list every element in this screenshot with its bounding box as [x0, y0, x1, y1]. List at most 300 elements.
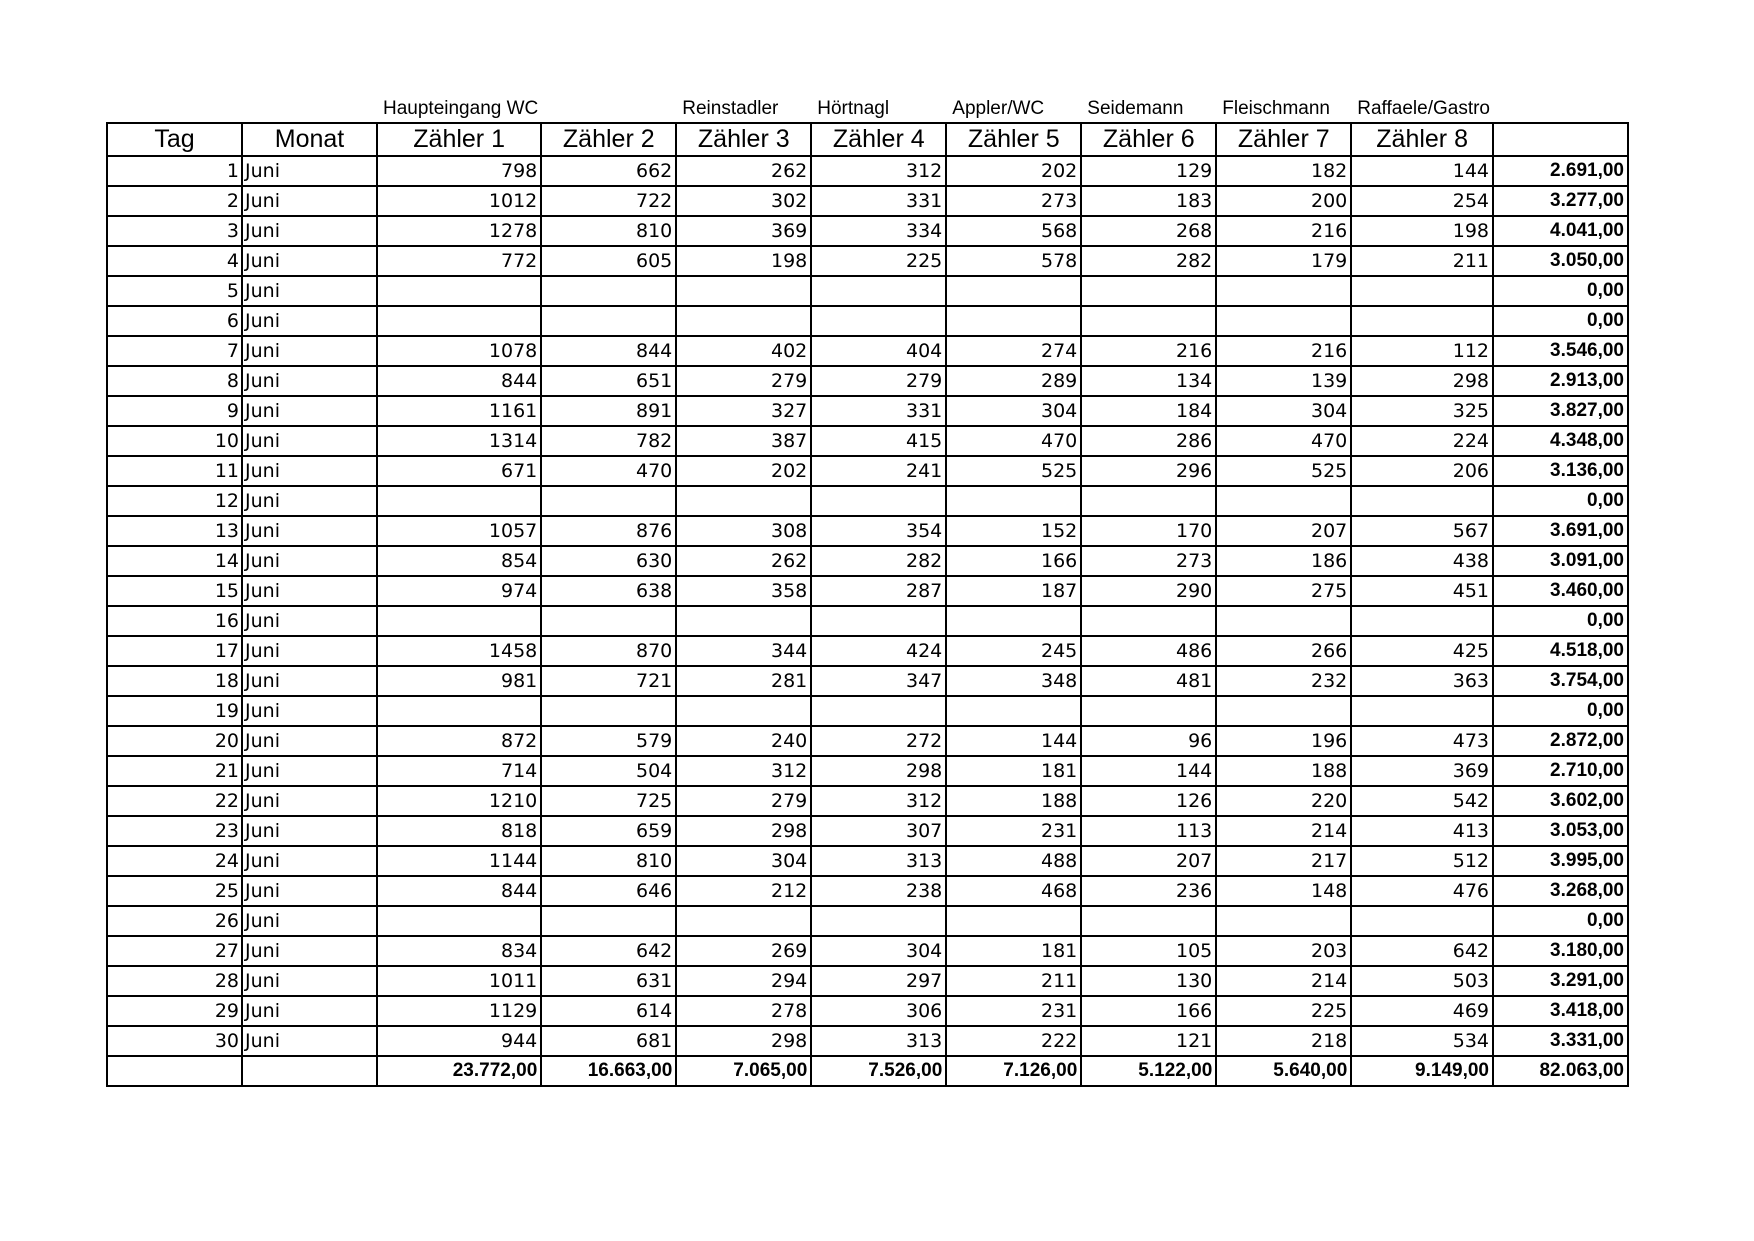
counter-value-cell[interactable]: 568 — [946, 216, 1081, 246]
total-cell[interactable]: 5.640,00 — [1216, 1056, 1351, 1086]
counter-value-cell[interactable]: 844 — [541, 336, 676, 366]
counter-value-cell[interactable]: 294 — [676, 966, 811, 996]
month-cell[interactable]: Juni — [242, 276, 377, 306]
counter-value-cell[interactable] — [1351, 486, 1493, 516]
counter-value-cell[interactable]: 232 — [1216, 666, 1351, 696]
counter-value-cell[interactable]: 279 — [676, 786, 811, 816]
day-cell[interactable]: 23 — [107, 816, 242, 846]
counter-value-cell[interactable]: 231 — [946, 996, 1081, 1026]
counter-value-cell[interactable]: 503 — [1351, 966, 1493, 996]
counter-value-cell[interactable]: 347 — [811, 666, 946, 696]
counter-value-cell[interactable]: 630 — [541, 546, 676, 576]
day-cell[interactable]: 15 — [107, 576, 242, 606]
counter-value-cell[interactable]: 631 — [541, 966, 676, 996]
counter-value-cell[interactable] — [377, 906, 541, 936]
counter-value-cell[interactable]: 134 — [1081, 366, 1216, 396]
row-sum-cell[interactable]: 3.050,00 — [1493, 246, 1628, 276]
counter-value-cell[interactable]: 567 — [1351, 516, 1493, 546]
day-cell[interactable]: 19 — [107, 696, 242, 726]
counter-value-cell[interactable]: 206 — [1351, 456, 1493, 486]
counter-value-cell[interactable]: 1458 — [377, 636, 541, 666]
counter-value-cell[interactable]: 275 — [1216, 576, 1351, 606]
counter-value-cell[interactable] — [541, 276, 676, 306]
counter-value-cell[interactable] — [1081, 606, 1216, 636]
counter-value-cell[interactable]: 312 — [811, 156, 946, 186]
counter-value-cell[interactable]: 312 — [676, 756, 811, 786]
counter-value-cell[interactable]: 1161 — [377, 396, 541, 426]
row-sum-cell[interactable]: 4.518,00 — [1493, 636, 1628, 666]
counter-value-cell[interactable]: 363 — [1351, 666, 1493, 696]
day-cell[interactable]: 17 — [107, 636, 242, 666]
counter-value-cell[interactable] — [541, 906, 676, 936]
month-cell[interactable]: Juni — [242, 516, 377, 546]
row-sum-cell[interactable]: 0,00 — [1493, 276, 1628, 306]
counter-value-cell[interactable]: 470 — [1216, 426, 1351, 456]
counter-value-cell[interactable]: 262 — [676, 156, 811, 186]
counter-value-cell[interactable]: 1011 — [377, 966, 541, 996]
day-cell[interactable]: 4 — [107, 246, 242, 276]
counter-value-cell[interactable]: 272 — [811, 726, 946, 756]
total-cell[interactable]: 7.126,00 — [946, 1056, 1081, 1086]
counter-value-cell[interactable]: 224 — [1351, 426, 1493, 456]
counter-value-cell[interactable]: 282 — [1081, 246, 1216, 276]
row-sum-cell[interactable]: 3.091,00 — [1493, 546, 1628, 576]
counter-value-cell[interactable]: 198 — [676, 246, 811, 276]
counter-value-cell[interactable]: 481 — [1081, 666, 1216, 696]
row-sum-cell[interactable]: 3.546,00 — [1493, 336, 1628, 366]
counter-value-cell[interactable]: 818 — [377, 816, 541, 846]
counter-value-cell[interactable]: 306 — [811, 996, 946, 1026]
column-header[interactable]: Monat — [242, 123, 377, 156]
counter-value-cell[interactable]: 214 — [1216, 966, 1351, 996]
counter-value-cell[interactable]: 184 — [1081, 396, 1216, 426]
column-header[interactable]: Zähler 7 — [1216, 123, 1351, 156]
counter-value-cell[interactable]: 144 — [1351, 156, 1493, 186]
counter-value-cell[interactable]: 203 — [1216, 936, 1351, 966]
counter-value-cell[interactable] — [811, 276, 946, 306]
counter-value-cell[interactable]: 188 — [946, 786, 1081, 816]
row-sum-cell[interactable]: 3.827,00 — [1493, 396, 1628, 426]
counter-value-cell[interactable]: 187 — [946, 576, 1081, 606]
counter-value-cell[interactable]: 1078 — [377, 336, 541, 366]
day-cell[interactable]: 20 — [107, 726, 242, 756]
month-cell[interactable]: Juni — [242, 816, 377, 846]
counter-value-cell[interactable]: 302 — [676, 186, 811, 216]
column-header[interactable]: Zähler 3 — [676, 123, 811, 156]
counter-value-cell[interactable]: 166 — [1081, 996, 1216, 1026]
counter-value-cell[interactable] — [1216, 906, 1351, 936]
counter-value-cell[interactable]: 236 — [1081, 876, 1216, 906]
counter-value-cell[interactable]: 876 — [541, 516, 676, 546]
counter-value-cell[interactable]: 166 — [946, 546, 1081, 576]
counter-value-cell[interactable]: 304 — [946, 396, 1081, 426]
day-cell[interactable]: 12 — [107, 486, 242, 516]
month-cell[interactable]: Juni — [242, 906, 377, 936]
counter-value-cell[interactable] — [377, 276, 541, 306]
counter-value-cell[interactable]: 798 — [377, 156, 541, 186]
counter-value-cell[interactable] — [1081, 276, 1216, 306]
counter-value-cell[interactable]: 308 — [676, 516, 811, 546]
counter-value-cell[interactable]: 387 — [676, 426, 811, 456]
counter-value-cell[interactable]: 1278 — [377, 216, 541, 246]
counter-value-cell[interactable]: 486 — [1081, 636, 1216, 666]
counter-value-cell[interactable] — [1081, 486, 1216, 516]
counter-value-cell[interactable]: 476 — [1351, 876, 1493, 906]
counter-value-cell[interactable]: 870 — [541, 636, 676, 666]
row-sum-cell[interactable]: 3.136,00 — [1493, 456, 1628, 486]
counter-value-cell[interactable] — [1216, 276, 1351, 306]
counter-value-cell[interactable]: 281 — [676, 666, 811, 696]
counter-value-cell[interactable] — [1351, 696, 1493, 726]
counter-value-cell[interactable]: 325 — [1351, 396, 1493, 426]
day-cell[interactable]: 21 — [107, 756, 242, 786]
counter-value-cell[interactable]: 129 — [1081, 156, 1216, 186]
total-cell[interactable]: 9.149,00 — [1351, 1056, 1493, 1086]
counter-value-cell[interactable]: 130 — [1081, 966, 1216, 996]
row-sum-cell[interactable]: 2.691,00 — [1493, 156, 1628, 186]
row-sum-cell[interactable]: 3.180,00 — [1493, 936, 1628, 966]
row-sum-cell[interactable]: 3.053,00 — [1493, 816, 1628, 846]
counter-value-cell[interactable]: 358 — [676, 576, 811, 606]
row-sum-cell[interactable]: 4.348,00 — [1493, 426, 1628, 456]
day-cell[interactable]: 3 — [107, 216, 242, 246]
counter-value-cell[interactable]: 334 — [811, 216, 946, 246]
counter-value-cell[interactable]: 304 — [811, 936, 946, 966]
counter-value-cell[interactable]: 112 — [1351, 336, 1493, 366]
counter-value-cell[interactable] — [676, 486, 811, 516]
counter-value-cell[interactable]: 974 — [377, 576, 541, 606]
total-cell[interactable]: 7.526,00 — [811, 1056, 946, 1086]
month-cell[interactable]: Juni — [242, 936, 377, 966]
counter-value-cell[interactable]: 269 — [676, 936, 811, 966]
row-sum-cell[interactable]: 3.691,00 — [1493, 516, 1628, 546]
counter-value-cell[interactable] — [1216, 696, 1351, 726]
column-header[interactable]: Zähler 2 — [541, 123, 676, 156]
month-cell[interactable]: Juni — [242, 396, 377, 426]
counter-value-cell[interactable]: 313 — [811, 846, 946, 876]
counter-value-cell[interactable]: 179 — [1216, 246, 1351, 276]
month-cell[interactable]: Juni — [242, 756, 377, 786]
month-cell[interactable]: Juni — [242, 696, 377, 726]
day-cell[interactable]: 26 — [107, 906, 242, 936]
counter-value-cell[interactable] — [377, 486, 541, 516]
counter-value-cell[interactable]: 525 — [946, 456, 1081, 486]
counter-value-cell[interactable] — [946, 306, 1081, 336]
counter-value-cell[interactable] — [1216, 306, 1351, 336]
counter-value-cell[interactable]: 344 — [676, 636, 811, 666]
row-sum-cell[interactable]: 3.995,00 — [1493, 846, 1628, 876]
month-cell[interactable]: Juni — [242, 546, 377, 576]
month-cell[interactable]: Juni — [242, 156, 377, 186]
counter-value-cell[interactable]: 312 — [811, 786, 946, 816]
counter-value-cell[interactable]: 714 — [377, 756, 541, 786]
counter-value-cell[interactable]: 240 — [676, 726, 811, 756]
month-cell[interactable]: Juni — [242, 186, 377, 216]
counter-value-cell[interactable] — [811, 606, 946, 636]
counter-value-cell[interactable] — [1351, 276, 1493, 306]
counter-value-cell[interactable]: 144 — [946, 726, 1081, 756]
month-cell[interactable]: Juni — [242, 846, 377, 876]
counter-value-cell[interactable] — [1216, 486, 1351, 516]
month-cell[interactable]: Juni — [242, 366, 377, 396]
counter-value-cell[interactable]: 451 — [1351, 576, 1493, 606]
counter-value-cell[interactable]: 646 — [541, 876, 676, 906]
counter-value-cell[interactable]: 286 — [1081, 426, 1216, 456]
counter-value-cell[interactable]: 1210 — [377, 786, 541, 816]
counter-value-cell[interactable]: 642 — [1351, 936, 1493, 966]
counter-value-cell[interactable]: 578 — [946, 246, 1081, 276]
row-sum-cell[interactable]: 3.418,00 — [1493, 996, 1628, 1026]
counter-value-cell[interactable]: 126 — [1081, 786, 1216, 816]
counter-value-cell[interactable]: 289 — [946, 366, 1081, 396]
row-sum-cell[interactable]: 3.291,00 — [1493, 966, 1628, 996]
counter-value-cell[interactable]: 217 — [1216, 846, 1351, 876]
counter-value-cell[interactable]: 266 — [1216, 636, 1351, 666]
counter-value-cell[interactable]: 296 — [1081, 456, 1216, 486]
row-sum-cell[interactable]: 0,00 — [1493, 606, 1628, 636]
counter-value-cell[interactable]: 725 — [541, 786, 676, 816]
counter-value-cell[interactable] — [1351, 306, 1493, 336]
day-cell[interactable]: 16 — [107, 606, 242, 636]
row-sum-cell[interactable]: 2.913,00 — [1493, 366, 1628, 396]
column-header[interactable]: Zähler 4 — [811, 123, 946, 156]
counter-value-cell[interactable]: 642 — [541, 936, 676, 966]
counter-value-cell[interactable]: 198 — [1351, 216, 1493, 246]
counter-value-cell[interactable]: 331 — [811, 396, 946, 426]
day-cell[interactable]: 30 — [107, 1026, 242, 1056]
counter-value-cell[interactable]: 638 — [541, 576, 676, 606]
row-sum-cell[interactable]: 0,00 — [1493, 696, 1628, 726]
counter-value-cell[interactable]: 1057 — [377, 516, 541, 546]
counter-value-cell[interactable] — [541, 486, 676, 516]
counter-value-cell[interactable]: 404 — [811, 336, 946, 366]
day-cell[interactable]: 22 — [107, 786, 242, 816]
row-sum-cell[interactable]: 0,00 — [1493, 306, 1628, 336]
counter-value-cell[interactable]: 186 — [1216, 546, 1351, 576]
counter-value-cell[interactable]: 214 — [1216, 816, 1351, 846]
counter-value-cell[interactable] — [1081, 696, 1216, 726]
counter-value-cell[interactable] — [377, 696, 541, 726]
counter-value-cell[interactable]: 307 — [811, 816, 946, 846]
row-sum-cell[interactable]: 3.602,00 — [1493, 786, 1628, 816]
day-cell[interactable]: 6 — [107, 306, 242, 336]
day-cell[interactable]: 9 — [107, 396, 242, 426]
month-cell[interactable]: Juni — [242, 636, 377, 666]
counter-value-cell[interactable]: 268 — [1081, 216, 1216, 246]
counter-value-cell[interactable]: 290 — [1081, 576, 1216, 606]
counter-value-cell[interactable]: 413 — [1351, 816, 1493, 846]
counter-value-cell[interactable]: 1129 — [377, 996, 541, 1026]
counter-value-cell[interactable]: 254 — [1351, 186, 1493, 216]
counter-value-cell[interactable] — [541, 306, 676, 336]
counter-value-cell[interactable]: 212 — [676, 876, 811, 906]
counter-value-cell[interactable]: 96 — [1081, 726, 1216, 756]
counter-value-cell[interactable]: 274 — [946, 336, 1081, 366]
counter-value-cell[interactable]: 834 — [377, 936, 541, 966]
counter-value-cell[interactable]: 469 — [1351, 996, 1493, 1026]
counter-value-cell[interactable] — [946, 696, 1081, 726]
day-cell[interactable]: 7 — [107, 336, 242, 366]
month-cell[interactable]: Juni — [242, 486, 377, 516]
counter-value-cell[interactable]: 1012 — [377, 186, 541, 216]
counter-value-cell[interactable]: 327 — [676, 396, 811, 426]
counter-value-cell[interactable]: 470 — [946, 426, 1081, 456]
month-cell[interactable]: Juni — [242, 246, 377, 276]
counter-value-cell[interactable] — [676, 276, 811, 306]
column-header[interactable]: Zähler 6 — [1081, 123, 1216, 156]
counter-value-cell[interactable]: 188 — [1216, 756, 1351, 786]
total-cell[interactable]: 7.065,00 — [676, 1056, 811, 1086]
counter-value-cell[interactable]: 424 — [811, 636, 946, 666]
counter-value-cell[interactable] — [811, 696, 946, 726]
counter-value-cell[interactable]: 534 — [1351, 1026, 1493, 1056]
counter-value-cell[interactable]: 298 — [811, 756, 946, 786]
counter-value-cell[interactable]: 241 — [811, 456, 946, 486]
counter-value-cell[interactable]: 844 — [377, 876, 541, 906]
total-cell[interactable]: 5.122,00 — [1081, 1056, 1216, 1086]
total-cell[interactable]: 82.063,00 — [1493, 1056, 1628, 1086]
counter-value-cell[interactable]: 181 — [946, 936, 1081, 966]
counter-value-cell[interactable]: 468 — [946, 876, 1081, 906]
counter-value-cell[interactable]: 772 — [377, 246, 541, 276]
counter-value-cell[interactable] — [541, 606, 676, 636]
counter-value-cell[interactable]: 844 — [377, 366, 541, 396]
counter-value-cell[interactable]: 944 — [377, 1026, 541, 1056]
counter-value-cell[interactable] — [946, 606, 1081, 636]
counter-value-cell[interactable]: 225 — [811, 246, 946, 276]
counter-value-cell[interactable]: 282 — [811, 546, 946, 576]
counter-value-cell[interactable] — [1216, 606, 1351, 636]
counter-value-cell[interactable]: 331 — [811, 186, 946, 216]
counter-value-cell[interactable]: 279 — [676, 366, 811, 396]
total-cell[interactable]: 23.772,00 — [377, 1056, 541, 1086]
counter-value-cell[interactable]: 211 — [946, 966, 1081, 996]
counter-value-cell[interactable] — [946, 906, 1081, 936]
day-cell[interactable]: 25 — [107, 876, 242, 906]
counter-value-cell[interactable] — [1081, 906, 1216, 936]
row-sum-cell[interactable]: 0,00 — [1493, 486, 1628, 516]
month-cell[interactable]: Juni — [242, 576, 377, 606]
counter-value-cell[interactable]: 425 — [1351, 636, 1493, 666]
counter-value-cell[interactable] — [676, 306, 811, 336]
counter-value-cell[interactable]: 369 — [1351, 756, 1493, 786]
counter-value-cell[interactable]: 207 — [1081, 846, 1216, 876]
counter-value-cell[interactable]: 182 — [1216, 156, 1351, 186]
counter-value-cell[interactable]: 614 — [541, 996, 676, 1026]
counter-value-cell[interactable]: 113 — [1081, 816, 1216, 846]
row-sum-cell[interactable]: 3.754,00 — [1493, 666, 1628, 696]
counter-value-cell[interactable]: 981 — [377, 666, 541, 696]
counter-value-cell[interactable]: 473 — [1351, 726, 1493, 756]
column-header[interactable]: Zähler 1 — [377, 123, 541, 156]
total-cell[interactable]: 16.663,00 — [541, 1056, 676, 1086]
counter-value-cell[interactable]: 659 — [541, 816, 676, 846]
counter-value-cell[interactable]: 139 — [1216, 366, 1351, 396]
row-sum-cell[interactable]: 3.268,00 — [1493, 876, 1628, 906]
counter-value-cell[interactable]: 287 — [811, 576, 946, 606]
counter-value-cell[interactable]: 216 — [1216, 216, 1351, 246]
counter-value-cell[interactable]: 313 — [811, 1026, 946, 1056]
counter-value-cell[interactable]: 525 — [1216, 456, 1351, 486]
day-cell[interactable]: 27 — [107, 936, 242, 966]
counter-value-cell[interactable]: 200 — [1216, 186, 1351, 216]
counter-value-cell[interactable]: 1144 — [377, 846, 541, 876]
counter-value-cell[interactable] — [811, 486, 946, 516]
column-header[interactable]: Tag — [107, 123, 242, 156]
counter-value-cell[interactable] — [811, 306, 946, 336]
column-header[interactable] — [1493, 123, 1628, 156]
counter-value-cell[interactable] — [1081, 306, 1216, 336]
counter-value-cell[interactable]: 512 — [1351, 846, 1493, 876]
counter-value-cell[interactable]: 183 — [1081, 186, 1216, 216]
counter-value-cell[interactable]: 872 — [377, 726, 541, 756]
counter-value-cell[interactable]: 262 — [676, 546, 811, 576]
day-cell[interactable]: 18 — [107, 666, 242, 696]
counter-value-cell[interactable]: 488 — [946, 846, 1081, 876]
day-cell[interactable]: 13 — [107, 516, 242, 546]
day-cell[interactable]: 11 — [107, 456, 242, 486]
counter-value-cell[interactable] — [676, 696, 811, 726]
counter-value-cell[interactable]: 470 — [541, 456, 676, 486]
counter-value-cell[interactable]: 121 — [1081, 1026, 1216, 1056]
counter-value-cell[interactable] — [946, 486, 1081, 516]
row-sum-cell[interactable]: 0,00 — [1493, 906, 1628, 936]
day-cell[interactable]: 10 — [107, 426, 242, 456]
total-cell[interactable] — [242, 1056, 377, 1086]
counter-value-cell[interactable]: 810 — [541, 216, 676, 246]
counter-value-cell[interactable]: 278 — [676, 996, 811, 1026]
counter-value-cell[interactable]: 298 — [1351, 366, 1493, 396]
counter-value-cell[interactable]: 144 — [1081, 756, 1216, 786]
counter-value-cell[interactable] — [676, 906, 811, 936]
counter-value-cell[interactable]: 181 — [946, 756, 1081, 786]
counter-value-cell[interactable]: 402 — [676, 336, 811, 366]
counter-value-cell[interactable]: 231 — [946, 816, 1081, 846]
month-cell[interactable]: Juni — [242, 606, 377, 636]
counter-value-cell[interactable] — [1351, 606, 1493, 636]
day-cell[interactable]: 1 — [107, 156, 242, 186]
day-cell[interactable]: 14 — [107, 546, 242, 576]
counter-value-cell[interactable]: 222 — [946, 1026, 1081, 1056]
month-cell[interactable]: Juni — [242, 456, 377, 486]
counter-value-cell[interactable]: 782 — [541, 426, 676, 456]
counter-value-cell[interactable]: 211 — [1351, 246, 1493, 276]
counter-value-cell[interactable]: 504 — [541, 756, 676, 786]
counter-value-cell[interactable]: 304 — [676, 846, 811, 876]
day-cell[interactable]: 29 — [107, 996, 242, 1026]
counter-value-cell[interactable]: 651 — [541, 366, 676, 396]
counter-value-cell[interactable] — [811, 906, 946, 936]
counter-value-cell[interactable]: 722 — [541, 186, 676, 216]
counter-value-cell[interactable]: 297 — [811, 966, 946, 996]
month-cell[interactable]: Juni — [242, 666, 377, 696]
counter-value-cell[interactable] — [1351, 906, 1493, 936]
day-cell[interactable]: 5 — [107, 276, 242, 306]
counter-value-cell[interactable] — [676, 606, 811, 636]
counter-value-cell[interactable]: 216 — [1081, 336, 1216, 366]
month-cell[interactable]: Juni — [242, 336, 377, 366]
counter-value-cell[interactable]: 216 — [1216, 336, 1351, 366]
row-sum-cell[interactable]: 3.277,00 — [1493, 186, 1628, 216]
day-cell[interactable]: 28 — [107, 966, 242, 996]
counter-value-cell[interactable]: 225 — [1216, 996, 1351, 1026]
counter-value-cell[interactable]: 891 — [541, 396, 676, 426]
month-cell[interactable]: Juni — [242, 726, 377, 756]
counter-value-cell[interactable]: 220 — [1216, 786, 1351, 816]
row-sum-cell[interactable]: 2.872,00 — [1493, 726, 1628, 756]
row-sum-cell[interactable]: 3.331,00 — [1493, 1026, 1628, 1056]
counter-value-cell[interactable] — [946, 276, 1081, 306]
